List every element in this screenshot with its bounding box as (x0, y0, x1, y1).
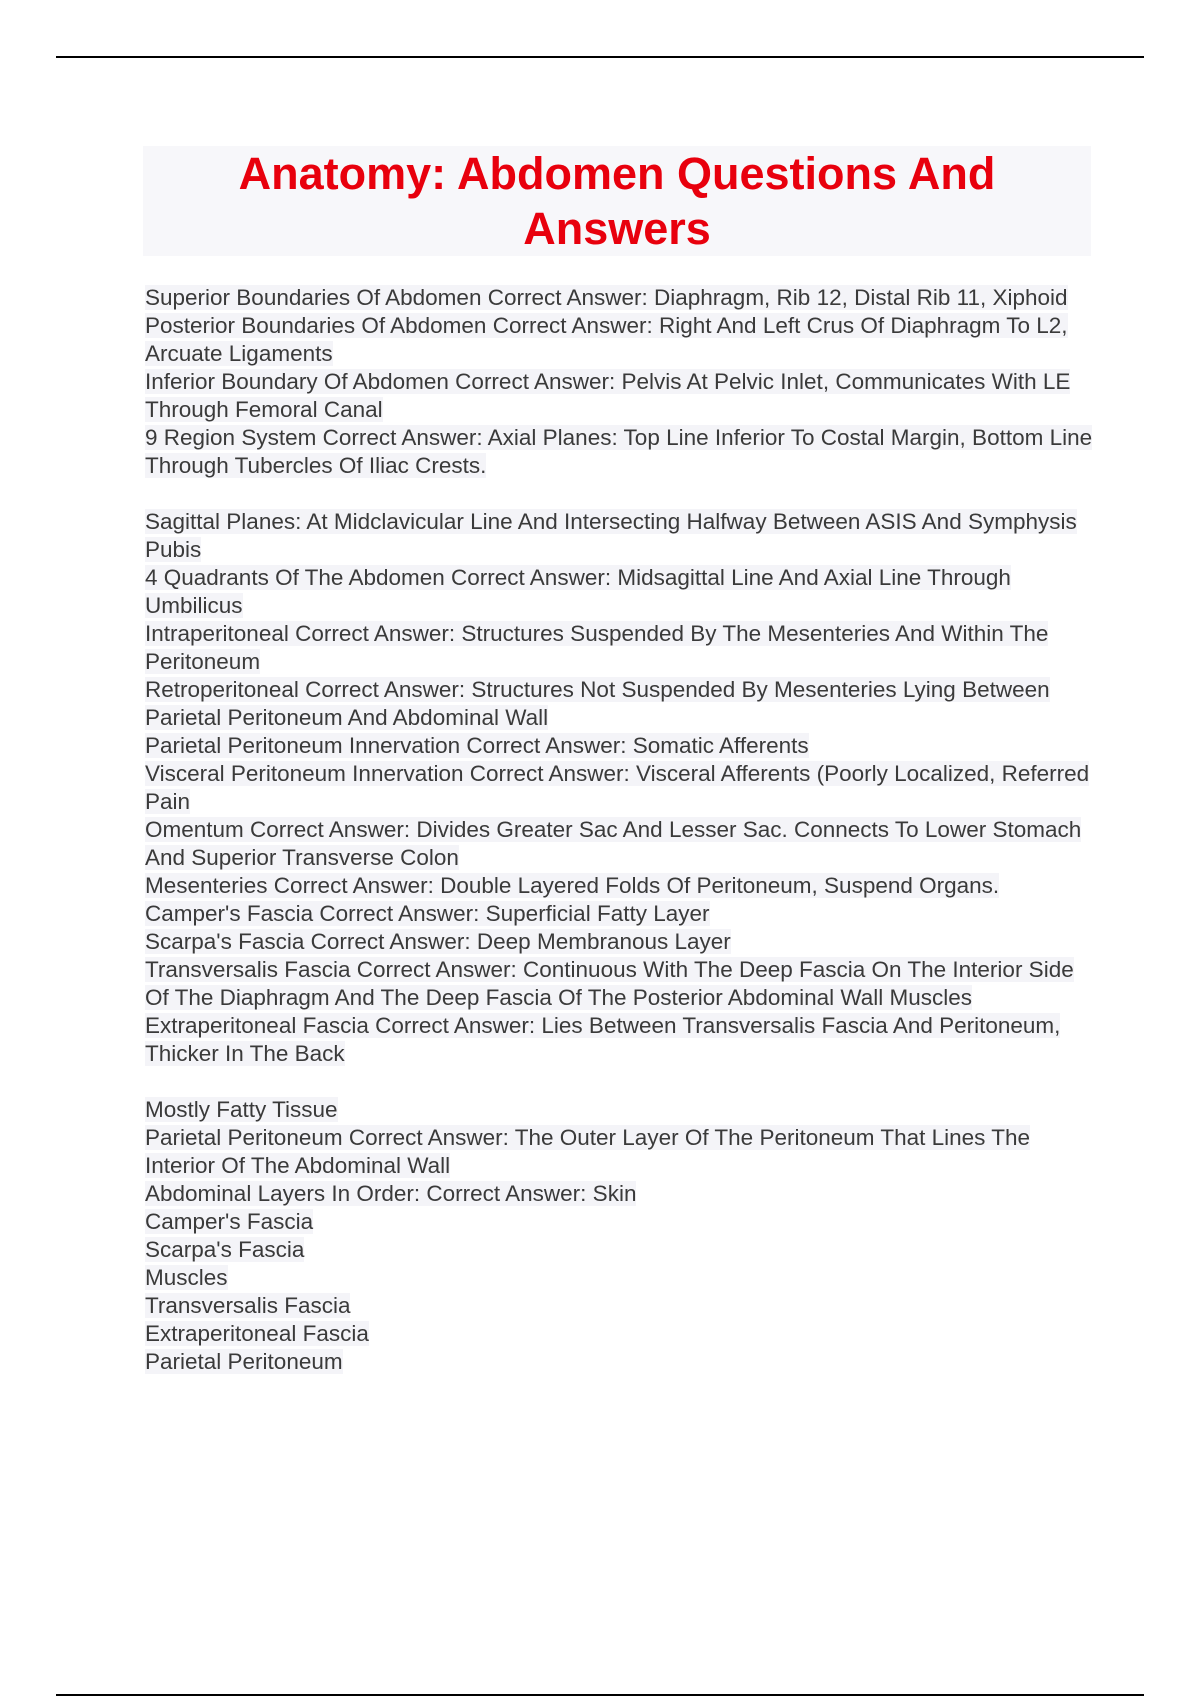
qa-line: Extraperitoneal Fascia Correct Answer: Lies Between Transversalis Fascia And Peritoneum, Thicker In The Back (145, 1013, 1061, 1066)
qa-line: Posterior Boundaries Of Abdomen Correct Answer: Right And Left Crus Of Diaphragm To L2, Arcuate Ligaments (145, 313, 1068, 366)
qa-line: Transversalis Fascia Correct Answer: Continuous With The Deep Fascia On The Interior Side Of The Diaphragm And The Deep Fascia Of The Posterior Abdominal Wall Muscles (145, 957, 1074, 1010)
qa-line: Camper's Fascia Correct Answer: Superficial Fatty Layer (145, 901, 710, 926)
qa-line: Mostly Fatty Tissue (145, 1097, 338, 1122)
qa-line: Retroperitoneal Correct Answer: Structures Not Suspended By Mesenteries Lying Between Parietal Peritoneum And Abdominal Wall (145, 677, 1050, 730)
qa-line: 9 Region System Correct Answer: Axial Planes: Top Line Inferior To Costal Margin, Bottom Line Through Tubercles Of Iliac Crests. (145, 425, 1093, 478)
qa-line: Camper's Fascia (145, 1209, 314, 1234)
qa-line: Inferior Boundary Of Abdomen Correct Answer: Pelvis At Pelvic Inlet, Communicates With LE Through Femoral Canal (145, 369, 1071, 422)
qa-line: Abdominal Layers In Order: Correct Answer: Skin (145, 1181, 637, 1206)
qa-body (145, 284, 1095, 1376)
qa-line: 4 Quadrants Of The Abdomen Correct Answer: Midsagittal Line And Axial Line Through Umbilicus (145, 565, 1011, 618)
qa-line: Scarpa's Fascia (145, 1237, 305, 1262)
page-title: Anatomy: Abdomen Questions And Answers (238, 148, 996, 254)
qa-line: Transversalis Fascia (145, 1293, 351, 1318)
qa-line: Intraperitoneal Correct Answer: Structures Suspended By The Mesenteries And Within The Peritoneum (145, 621, 1049, 674)
qa-line: Extraperitoneal Fascia (145, 1321, 369, 1346)
qa-line: Superior Boundaries Of Abdomen Correct Answer: Diaphragm, Rib 12, Distal Rib 11, Xiphoid (145, 285, 1068, 310)
qa-line: Muscles (145, 1265, 228, 1290)
qa-line: Visceral Peritoneum Innervation Correct Answer: Visceral Afferents (Poorly Localized, Referred Pain (145, 761, 1090, 814)
qa-line: Mesenteries Correct Answer: Double Layered Folds Of Peritoneum, Suspend Organs. (145, 873, 1000, 898)
title-banner (143, 146, 1091, 256)
qa-line: Parietal Peritoneum Innervation Correct Answer: Somatic Afferents (145, 733, 809, 758)
qa-line: Sagittal Planes: At Midclavicular Line And Intersecting Halfway Between ASIS And Symphysis Pubis (145, 509, 1077, 562)
bottom-rule (56, 1694, 1144, 1696)
top-rule (56, 56, 1144, 58)
qa-line: Omentum Correct Answer: Divides Greater Sac And Lesser Sac. Connects To Lower Stomach And Superior Transverse Colon (145, 817, 1082, 870)
qa-line: Parietal Peritoneum Correct Answer: The Outer Layer Of The Peritoneum That Lines The Interior Of The Abdominal Wall (145, 1125, 1031, 1178)
qa-line: Parietal Peritoneum (145, 1349, 343, 1374)
qa-line: Scarpa's Fascia Correct Answer: Deep Membranous Layer (145, 929, 731, 954)
